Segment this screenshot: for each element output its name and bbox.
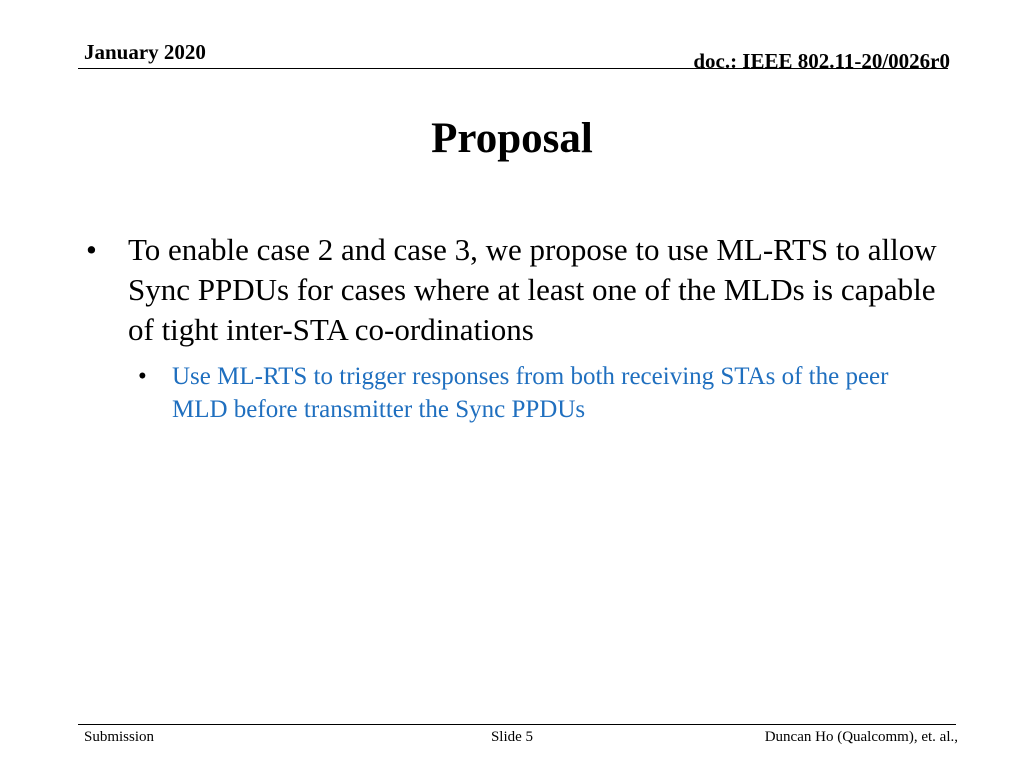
footer-author: Duncan Ho (Qualcomm), et. al.,	[764, 729, 958, 745]
slide-title: Proposal	[431, 115, 593, 162]
header-doc-id: doc.: IEEE 802.11-20/0026r0	[693, 49, 950, 73]
sub-bullet-text: Use ML-RTS to trigger responses from both receiving STAs of the peer MLD before transmitter the Sync PPDUs	[172, 363, 889, 423]
footer-slide-number: Slide 5	[490, 729, 534, 745]
bullet-item	[84, 230, 964, 350]
sub-bullet-item	[136, 360, 946, 426]
bullet-text: To enable case 2 and case 3, we propose to use ML-RTS to allow Sync PPDUs for cases where at least one of the MLDs is capable of tight inter-STA co-ordinations	[128, 232, 937, 347]
sub-bullet-marker: •	[138, 363, 147, 390]
header-divider	[78, 68, 948, 69]
bullet-marker: •	[86, 232, 97, 267]
header-date: January 2020	[84, 40, 206, 64]
footer-submission: Submission	[84, 729, 155, 745]
footer-divider	[78, 724, 956, 725]
